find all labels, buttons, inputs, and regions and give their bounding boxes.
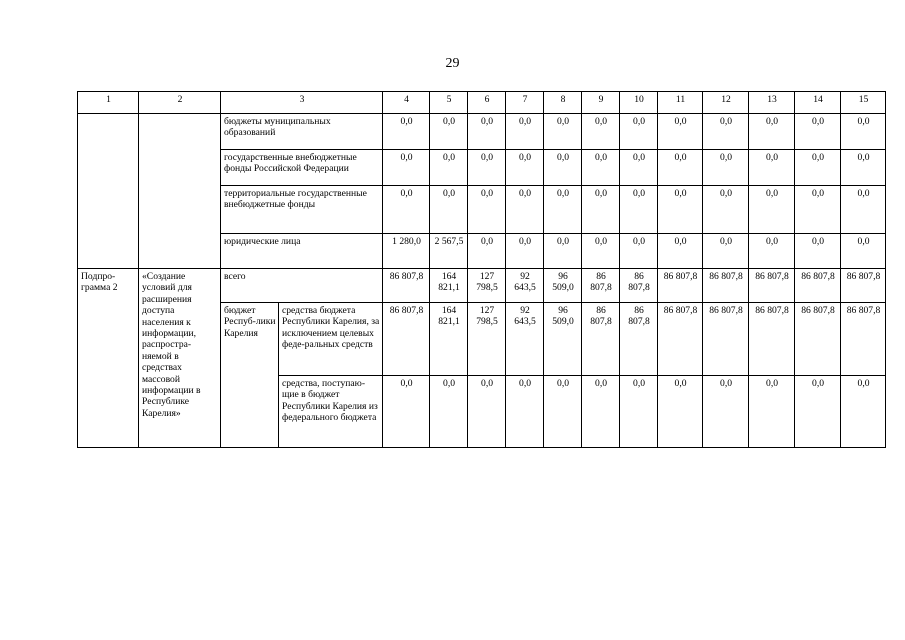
value-cell: 0,0 [795, 234, 841, 269]
value-cell: 164 821,1 [430, 303, 468, 376]
value-cell: 0,0 [749, 186, 795, 234]
value-cell: 0,0 [749, 114, 795, 150]
value-cell: 0,0 [544, 234, 582, 269]
value-cell: 0,0 [749, 150, 795, 186]
value-cell: 0,0 [703, 150, 749, 186]
value-cell: 0,0 [620, 186, 658, 234]
value-cell: 0,0 [582, 186, 620, 234]
value-cell: 0,0 [620, 150, 658, 186]
value-cell: 86 807,8 [749, 303, 795, 376]
header-cell: 9 [582, 92, 620, 114]
value-cell: 0,0 [468, 114, 506, 150]
value-cell: 86 807,8 [749, 269, 795, 303]
row-label: средства бюджета Республики Карелия, за исключением целевых феде-ральных средств [279, 303, 383, 376]
header-cell: 1 [78, 92, 139, 114]
empty-cell [139, 114, 221, 269]
header-cell: 2 [139, 92, 221, 114]
value-cell: 86 807,8 [582, 303, 620, 376]
value-cell: 0,0 [658, 186, 703, 234]
value-cell: 0,0 [468, 150, 506, 186]
header-cell: 14 [795, 92, 841, 114]
row-label: всего [221, 269, 383, 303]
value-cell: 0,0 [841, 234, 886, 269]
budget-label: бюджет Респуб-лики Карелия [221, 303, 279, 448]
value-cell: 0,0 [582, 376, 620, 448]
value-cell: 0,0 [620, 234, 658, 269]
value-cell: 2 567,5 [430, 234, 468, 269]
value-cell: 127 798,5 [468, 303, 506, 376]
header-cell: 3 [221, 92, 383, 114]
value-cell: 86 807,8 [658, 269, 703, 303]
value-cell: 0,0 [430, 150, 468, 186]
value-cell: 0,0 [620, 376, 658, 448]
value-cell: 0,0 [749, 376, 795, 448]
value-cell: 0,0 [658, 376, 703, 448]
budget-table [77, 91, 886, 448]
value-cell: 0,0 [506, 186, 544, 234]
value-cell: 0,0 [468, 234, 506, 269]
value-cell: 1 280,0 [383, 234, 430, 269]
value-cell: 0,0 [582, 114, 620, 150]
value-cell: 0,0 [658, 114, 703, 150]
value-cell: 0,0 [703, 376, 749, 448]
subprogram-number: Подпро-грамма 2 [78, 269, 139, 448]
table-row [78, 269, 886, 303]
value-cell: 92 643,5 [506, 269, 544, 303]
value-cell: 0,0 [544, 114, 582, 150]
value-cell: 0,0 [703, 186, 749, 234]
value-cell: 86 807,8 [795, 269, 841, 303]
value-cell: 96 509,0 [544, 269, 582, 303]
value-cell: 0,0 [506, 376, 544, 448]
value-cell: 86 807,8 [383, 269, 430, 303]
value-cell: 0,0 [544, 186, 582, 234]
value-cell: 0,0 [383, 150, 430, 186]
header-cell: 5 [430, 92, 468, 114]
header-cell: 15 [841, 92, 886, 114]
value-cell: 0,0 [383, 376, 430, 448]
value-cell: 0,0 [703, 114, 749, 150]
value-cell: 86 807,8 [841, 269, 886, 303]
value-cell: 0,0 [795, 186, 841, 234]
value-cell: 86 807,8 [658, 303, 703, 376]
row-label: юридические лица [221, 234, 383, 269]
value-cell: 0,0 [841, 376, 886, 448]
value-cell: 0,0 [430, 114, 468, 150]
header-cell: 6 [468, 92, 506, 114]
value-cell: 0,0 [544, 150, 582, 186]
value-cell: 96 509,0 [544, 303, 582, 376]
value-cell: 164 821,1 [430, 269, 468, 303]
value-cell: 0,0 [506, 234, 544, 269]
value-cell: 0,0 [544, 376, 582, 448]
row-label: бюджеты муниципальных образований [221, 114, 383, 150]
value-cell: 0,0 [795, 150, 841, 186]
value-cell: 0,0 [506, 150, 544, 186]
row-label: территориальные государственные внебюджетные фонды [221, 186, 383, 234]
header-cell: 13 [749, 92, 795, 114]
value-cell: 86 807,8 [841, 303, 886, 376]
header-cell: 8 [544, 92, 582, 114]
header-cell: 7 [506, 92, 544, 114]
header-cell: 12 [703, 92, 749, 114]
value-cell: 0,0 [430, 376, 468, 448]
row-label: государственные внебюджетные фонды Российской Федерации [221, 150, 383, 186]
subprogram-title: «Создание условий для расширения доступа населения к информации, распростра-няемой в средствах массовой информации в Республике Карелия» [139, 269, 221, 448]
value-cell: 0,0 [468, 376, 506, 448]
table-row [78, 114, 886, 150]
header-cell: 10 [620, 92, 658, 114]
header-row [78, 92, 886, 114]
value-cell: 0,0 [841, 114, 886, 150]
value-cell: 0,0 [703, 234, 749, 269]
value-cell: 0,0 [795, 376, 841, 448]
header-cell: 11 [658, 92, 703, 114]
value-cell: 0,0 [506, 114, 544, 150]
empty-cell [78, 114, 139, 269]
value-cell: 86 807,8 [703, 269, 749, 303]
value-cell: 0,0 [582, 150, 620, 186]
header-cell: 4 [383, 92, 430, 114]
value-cell: 0,0 [383, 114, 430, 150]
value-cell: 0,0 [658, 150, 703, 186]
value-cell: 0,0 [430, 186, 468, 234]
value-cell: 0,0 [841, 186, 886, 234]
value-cell: 0,0 [841, 150, 886, 186]
value-cell: 86 807,8 [703, 303, 749, 376]
value-cell: 86 807,8 [582, 269, 620, 303]
value-cell: 92 643,5 [506, 303, 544, 376]
value-cell: 0,0 [749, 234, 795, 269]
value-cell: 86 807,8 [383, 303, 430, 376]
value-cell: 0,0 [383, 186, 430, 234]
value-cell: 86 807,8 [620, 269, 658, 303]
value-cell: 0,0 [468, 186, 506, 234]
value-cell: 0,0 [582, 234, 620, 269]
value-cell: 86 807,8 [795, 303, 841, 376]
value-cell: 86 807,8 [620, 303, 658, 376]
value-cell: 0,0 [795, 114, 841, 150]
value-cell: 127 798,5 [468, 269, 506, 303]
value-cell: 0,0 [620, 114, 658, 150]
row-label: средства, поступаю-щие в бюджет Республики Карелия из федерального бюджета [279, 376, 383, 448]
page-number: 29 [445, 56, 460, 71]
value-cell: 0,0 [658, 234, 703, 269]
